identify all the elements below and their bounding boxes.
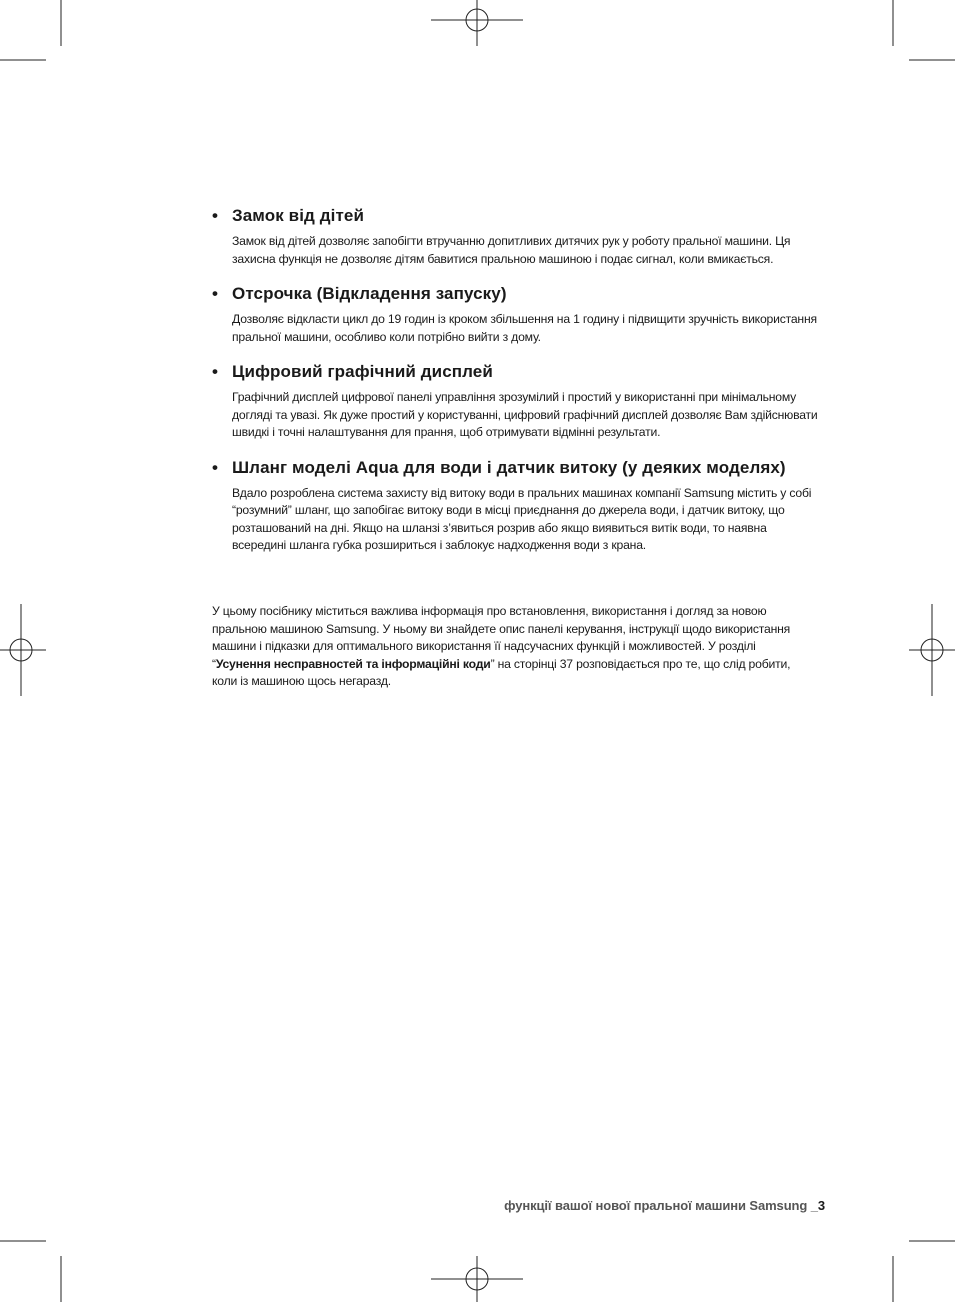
feature-description: Дозволяє відкласти цикл до 19 годин із кроком збільшення на 1 годину і підвищити зручність використання пральної машини, особливо коли потрібно вийти з дому. [232, 312, 817, 344]
feature-list [212, 205, 822, 570]
troubleshooting-section-reference: Усунення несправностей та інформаційні коди [215, 656, 491, 671]
feature-title: Цифровий графічний дисплей [232, 362, 493, 381]
intro-text-before: У цьому посібнику міститься важлива інформація про встановлення, використання і догляд за новою пральною машиною Samsung. У ньому ви знайдете опис панелі керування, інструкції щодо використання машини і підказки для оптимального використання її надсучасних функцій і можливостей. У розділі “ [212, 604, 791, 671]
page-number: 3 [817, 1198, 825, 1213]
footer-label: функції вашої нової пральної машини Samsung _ [504, 1198, 818, 1213]
feature-title: Отсрочка (Відкладення запуску) [232, 284, 507, 303]
feature-description: Графічний дисплей цифрової панелі управління зрозумілий і простий у використанні при мінімальному догляді та увазі. Як дуже простий у користуванні, цифровий графічний дисплей дозволяє Вам здійснювати швидкі і точні налаштування для прання, щоб отримувати відмінні результати. [232, 390, 818, 439]
bullet-icon: • [212, 284, 218, 303]
bullet-icon: • [212, 457, 218, 477]
feature-item-child-lock [212, 205, 822, 268]
feature-description: Вдало розроблена система захисту від витоку води в пральних машинах компанії Samsung містить у собі “розумний” шланг, що запобігає витоку води в місці приєднання до джерела води, і датчик витоку, що розташований на дні. Якщо на шланзі з’явиться розрив або якщо виявиться витік води, то наявна всередині шланга губка розшириться і заблокує надходження води з крана. [232, 485, 812, 552]
feature-title: Шланг моделі Aqua для води і датчик витоку (у деяких моделях) [232, 457, 786, 477]
feature-title: Замок від дітей [232, 206, 365, 225]
feature-description: Замок від дітей дозволяє запобігти втручанню допитливих дитячих рук у роботу пральної машини. Ця захисна функція не дозволяє дітям бавитися пральною машиною і подає сигнал, коли вмикається. [232, 234, 791, 266]
feature-item-aqua-hose [212, 457, 822, 555]
bullet-icon: • [212, 362, 218, 381]
feature-item-delay-start [212, 283, 822, 346]
bullet-icon: • [212, 206, 218, 225]
intro-paragraph [212, 603, 812, 691]
intro-text-after: ” на сторінці 37 розповідається про те, що слід робити, коли із машиною щось негаразд. [212, 656, 791, 688]
feature-item-digital-display [212, 361, 822, 442]
page-footer [504, 1198, 825, 1213]
